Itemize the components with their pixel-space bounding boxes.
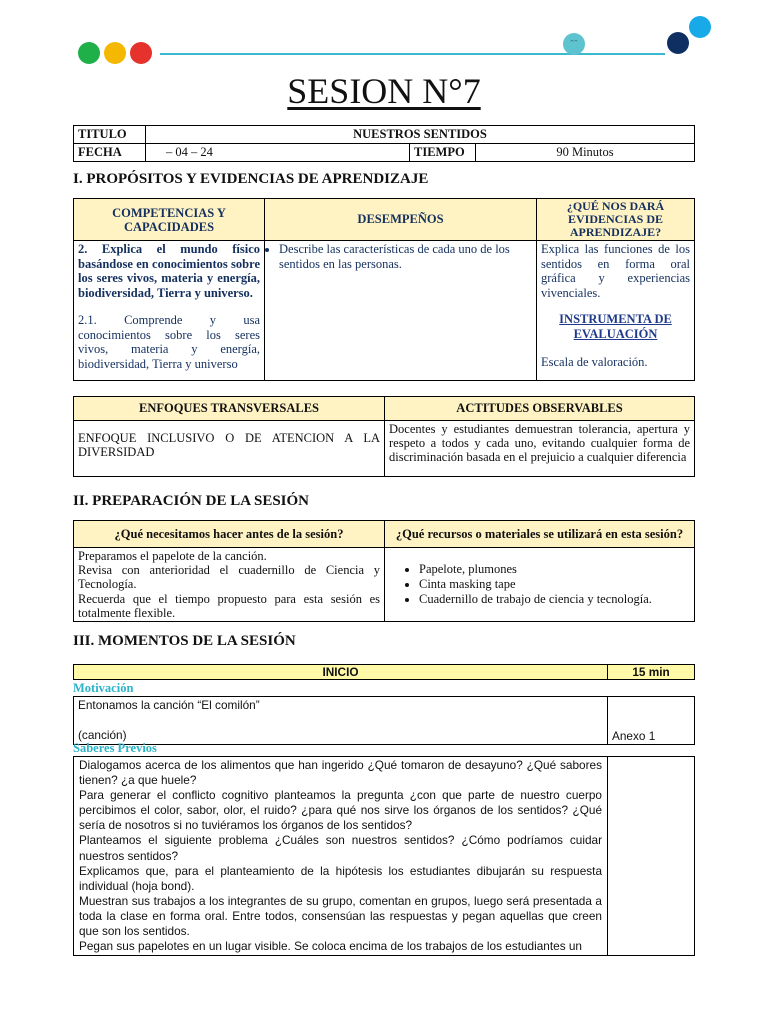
recursos-cell bbox=[385, 548, 695, 622]
saberes-cell bbox=[74, 757, 608, 956]
instrumento-value: Escala de valoración. bbox=[541, 355, 648, 369]
header-line bbox=[160, 53, 665, 55]
saberes-paragraph: Muestran sus trabajos a los integrantes de su grupo, comentan en grupos, luego será presentada a toda la clase en forma oral. Entre todos, consensúan las respuestas y pegan aquellas que creen que son los sentidos. bbox=[79, 893, 602, 939]
info-table bbox=[73, 125, 695, 162]
anexo-text: Anexo 1 bbox=[612, 729, 656, 743]
recurso-item: • Cinta masking tape bbox=[419, 577, 690, 592]
actitud-text: Docentes y estudiantes demuestran tolerancia, apertura y respeto a todos y cada uno, evitando cualquier forma de discriminación basada en el prejuicio a cualquier diferencia bbox=[385, 421, 695, 477]
saberes-paragraph: Planteamos el siguiente problema ¿Cuáles son nuestros sentidos? ¿Cómo podríamos cuidar nuestros sentidos? bbox=[79, 833, 602, 863]
fecha-label: FECHA bbox=[74, 144, 146, 162]
sky-dot-icon bbox=[689, 16, 711, 38]
titulo-label: TITULO bbox=[74, 126, 146, 144]
antes-item: Revisa con anterioridad el cuadernillo de Ciencia y Tecnología. bbox=[78, 563, 380, 592]
motivacion-text: Entonamos la canción “El comilón” bbox=[78, 698, 260, 712]
header-dots bbox=[78, 42, 152, 64]
recurso-item: • Cuadernillo de trabajo de ciencia y tecnología. bbox=[419, 592, 690, 607]
page-title: SESION N°7 bbox=[287, 71, 481, 111]
navy-dot-icon bbox=[667, 32, 689, 54]
tiempo-value: 90 Minutos bbox=[476, 144, 695, 162]
section-heading-3: III. MOMENTOS DE LA SESIÓN bbox=[73, 633, 296, 649]
saberes-label: Saberes Previos bbox=[73, 741, 157, 755]
saberes-paragraph: Para generar el conflicto cognitivo planteamos la pregunta ¿con que parte de nuestro cuerpo percibimos el color, sabor, olor, el ruido? ¿para qué nos sirve los órganos de los sentidos? ¿Qué sería de nosotros si no tuviéramos los órganos de los sentidos? bbox=[79, 788, 602, 833]
section-heading-2: II. PREPARACIÓN DE LA SESIÓN bbox=[73, 493, 310, 509]
anexo-cell bbox=[608, 697, 695, 745]
recurso-item: • Papelote, plumones bbox=[419, 562, 690, 577]
tiempo-label: TIEMPO bbox=[410, 144, 476, 162]
propositos-table bbox=[73, 198, 695, 381]
antes-header: ¿Qué necesitamos hacer antes de la sesión? bbox=[74, 521, 385, 548]
fecha-value: – 04 – 24 bbox=[146, 144, 410, 162]
inicio-table bbox=[73, 664, 695, 680]
desempeno-cell bbox=[265, 241, 537, 381]
competencia-text: 2. Explica el mundo físico basándose en conocimientos sobre los seres vivos, materia y energía, biodiversidad, Tierra y universo. bbox=[78, 242, 260, 300]
competencias-cell bbox=[74, 241, 265, 381]
saberes-table bbox=[73, 756, 695, 956]
competencias-header: COMPETENCIAS Y CAPACIDADES bbox=[74, 199, 265, 241]
green-dot-icon bbox=[78, 42, 100, 64]
enfoques-header: ENFOQUES TRANSVERSALES bbox=[74, 397, 385, 421]
red-dot-icon bbox=[130, 42, 152, 64]
evidencias-header: ¿QUÉ NOS DARÁ EVIDENCIAS DE APRENDIZAJE? bbox=[537, 199, 695, 241]
recursos-header: ¿Qué recursos o materiales se utilizará en esta sesión? bbox=[385, 521, 695, 548]
actitudes-header: ACTITUDES OBSERVABLES bbox=[385, 397, 695, 421]
motivacion-cell bbox=[74, 697, 608, 745]
desempeno-item: • Describe las características de cada uno de los sentidos en las personas. bbox=[279, 242, 532, 271]
saberes-paragraph: Dialogamos acerca de los alimentos que han ingerido ¿Qué tomaron de desayuno? ¿Qué sabores tienen? ¿a que huele? bbox=[79, 758, 602, 788]
motivacion-label: Motivación bbox=[73, 681, 134, 695]
saberes-paragraph: Pegan sus papelotes en un lugar visible. Se coloca encima de los trabajos de los estudiantes un bbox=[79, 939, 582, 954]
instrumento-label: INSTRUMENTA DE EVALUACIÓN bbox=[559, 312, 672, 341]
antes-item: Preparamos el papelote de la canción. bbox=[78, 549, 267, 563]
enfoques-table bbox=[73, 396, 695, 477]
desempenos-header: DESEMPEÑOS bbox=[265, 199, 537, 241]
inicio-label: INICIO bbox=[74, 665, 608, 680]
motivacion-table bbox=[73, 696, 695, 745]
yellow-dot-icon bbox=[104, 42, 126, 64]
saberes-paragraph: Explicamos que, para el planteamiento de la hipótesis los estudiantes dibujarán su respuesta individual (hoja bond). bbox=[79, 863, 602, 893]
capacidad-text: 2.1. Comprende y usa conocimientos sobre los seres vivos, materia y energía, biodiversidad, Tierra y universo bbox=[78, 313, 260, 371]
cancion-text: (canción) bbox=[78, 728, 127, 742]
inicio-time: 15 min bbox=[608, 665, 695, 680]
evidencia-text: Explica las funciones de los sentidos en forma oral gráfica y experiencias vivenciales. bbox=[541, 242, 690, 300]
section-heading-1: I. PROPÓSITOS Y EVIDENCIAS DE APRENDIZAJE bbox=[73, 171, 429, 187]
saberes-side-cell bbox=[608, 757, 695, 956]
antes-item: Recuerda que el tiempo propuesto para esta sesión es totalmente flexible. bbox=[78, 591, 380, 620]
antes-cell bbox=[74, 548, 385, 622]
face-dot-icon: ᵔᵔ bbox=[563, 33, 585, 55]
titulo-value: NUESTROS SENTIDOS bbox=[146, 126, 695, 144]
preparacion-table bbox=[73, 520, 695, 622]
enfoque-text: ENFOQUE INCLUSIVO O DE ATENCION A LA DIVERSIDAD bbox=[74, 421, 385, 477]
evidencia-cell bbox=[537, 241, 695, 381]
